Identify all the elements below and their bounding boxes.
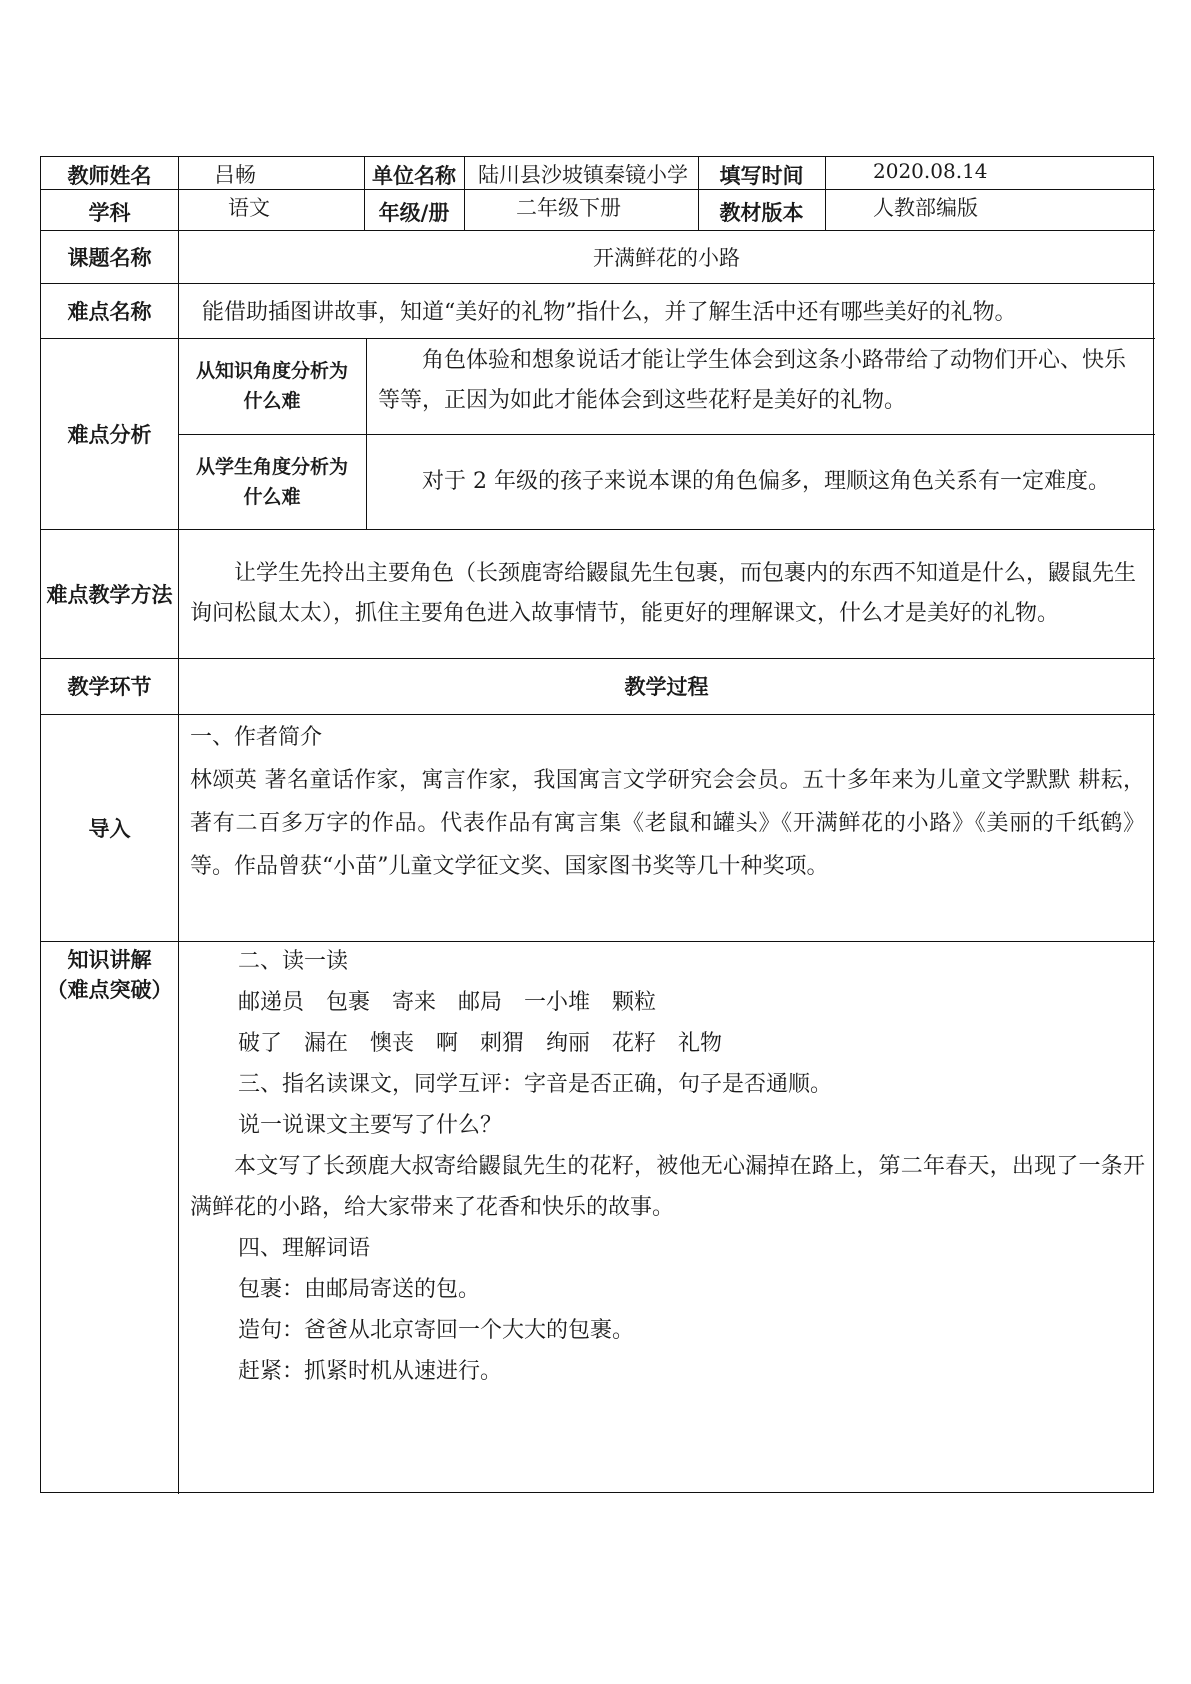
knowledge-cell (178, 941, 1155, 1494)
difficulty-value: 能借助插图讲故事，知道“美好的礼物”指什么，并了解生活中还有哪些美好的礼物。 (202, 300, 1017, 325)
date-label: 填写时间 (719, 163, 804, 188)
words-line-1: 邮递员 包裹 寄来 邮局 一小堆 颗粒 (238, 990, 657, 1015)
knowledge-angle-text-cell (366, 338, 1155, 434)
method-text: 让学生先拎出主要角色（长颈鹿寄给鼹鼠先生包裹，而包裹内的东西不知道是什么，鼹鼠先生询问松鼠太太），抓住主要角色进入故事情节，能更好的理解课文，什么才是美好的礼物。 (190, 560, 1137, 626)
stage-header: 教学环节 (67, 675, 152, 699)
student-angle-label: 从学生角度分析为什么难 (195, 455, 348, 508)
grade-label: 年级/册 (378, 200, 450, 225)
date-value: 2020.08.14 (873, 159, 988, 183)
knowledge-angle-label: 从知识角度分析为什么难 (195, 360, 348, 412)
step-3: 三、指名读课文，同学互评：字音是否正确，句子是否通顺。 (238, 1072, 833, 1097)
answer: 本文写了长颈鹿大叔寄给鼹鼠先生的花籽，被他无心漏掉在路上，第二年春天，出现了一条开满鲜花的小路，给大家带来了花香和快乐的故事。 (190, 1154, 1145, 1220)
read-heading: 二、读一读 (238, 949, 349, 974)
knowledge-label-cell (41, 941, 178, 1021)
edition-label: 教材版本 (719, 200, 804, 225)
method-text-cell (178, 529, 1155, 658)
unit-value: 陆川县沙坡镇秦镜小学 (478, 163, 688, 187)
grade-value: 二年级下册 (516, 196, 621, 220)
intro-heading: 一、作者简介 (190, 725, 323, 750)
analysis-label: 难点分析 (67, 422, 152, 447)
intro-cell (178, 714, 1155, 941)
intro-text: 林颂英 著名童话作家，寓言作家，我国寓言文学研究会会员。五十多年来为儿童文学默默 耕耘，著有二百多万字的作品。代表作品有寓言集《老鼠和罐头》《开满鲜花的小路》《美丽的千纸鹤》等。作品曾获“小苗”儿童文学征文奖、国家图书奖等几十种奖项。 (190, 768, 1145, 879)
method-label: 难点教学方法 (46, 582, 173, 607)
intro-label: 导入 (88, 816, 131, 841)
definition-1: 包裹：由邮局寄送的包。 (238, 1277, 481, 1302)
definition-2: 赶紧：抓紧时机从速进行。 (238, 1359, 503, 1384)
lesson-plan-table (40, 156, 1154, 1493)
knowledge-angle-text: 角色体验和想象说话才能让学生体会到这条小路带给了动物们开心、快乐等等，正因为如此才能体会到这些花籽是美好的礼物。 (378, 348, 1127, 413)
student-angle-text: 对于 2 年级的孩子来说本课的角色偏多，理顺这角色关系有一定难度。 (422, 468, 1110, 494)
subject-value: 语文 (228, 196, 270, 220)
words-line-2: 破了 漏在 懊丧 啊 刺猬 绚丽 花籽 礼物 (238, 1031, 723, 1056)
step-4: 四、理解词语 (238, 1236, 371, 1261)
difficulty-label: 难点名称 (67, 299, 152, 324)
unit-label: 单位名称 (372, 163, 456, 188)
process-header: 教学过程 (624, 675, 709, 699)
topic-value: 开满鲜花的小路 (593, 245, 740, 270)
subject-label: 学科 (88, 200, 131, 225)
knowledge-label-line1: 知识讲解 (67, 948, 152, 972)
question: 说一说课文主要写了什么？ (238, 1113, 503, 1138)
sentence-1: 造句：爸爸从北京寄回一个大大的包裹。 (238, 1318, 635, 1343)
student-angle-text-cell (366, 434, 1155, 529)
knowledge-label-line2: （难点突破） (46, 978, 173, 1002)
topic-label: 课题名称 (67, 245, 152, 270)
teacher-value: 吕畅 (214, 163, 256, 187)
teacher-label: 教师姓名 (67, 163, 152, 188)
edition-value: 人教部编版 (873, 196, 978, 220)
